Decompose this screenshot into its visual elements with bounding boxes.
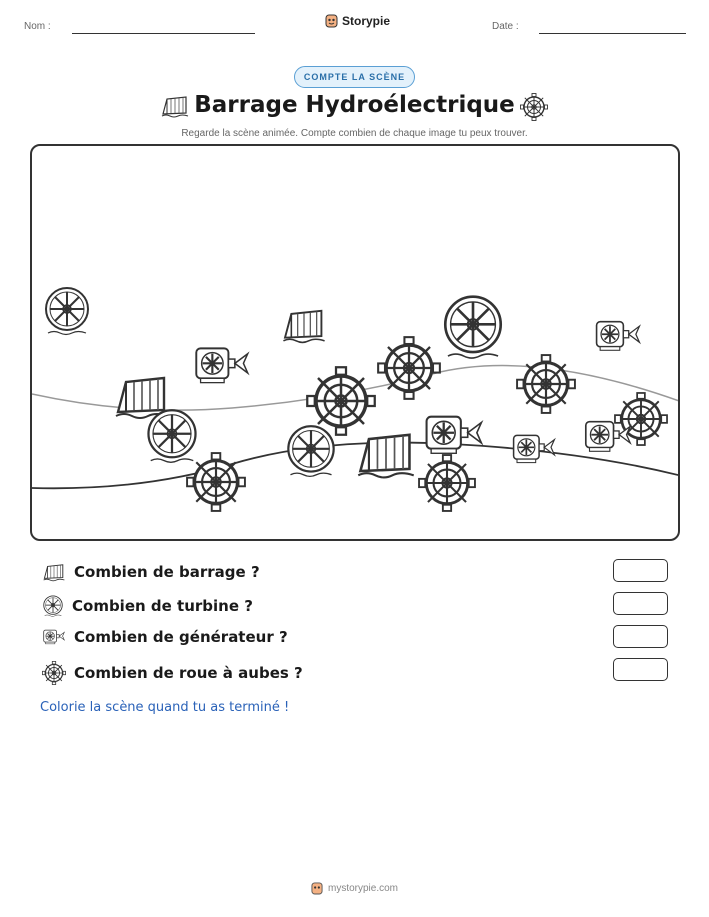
question-turbine	[42, 595, 253, 617]
generator-icon	[42, 628, 66, 646]
scene-generator[interactable]	[192, 344, 252, 392]
scene-paddle-wheel[interactable]	[186, 452, 246, 517]
paddle-wheel-icon	[520, 93, 548, 126]
answer-box-turbine[interactable]	[613, 592, 668, 615]
answer-box-paddle-wheel[interactable]	[613, 658, 668, 681]
turbine-icon	[42, 595, 64, 617]
mascot-icon	[311, 881, 323, 895]
question-dam	[42, 562, 260, 582]
answer-box-generator[interactable]	[613, 625, 668, 648]
mascot-icon	[325, 13, 338, 28]
scene-turbine[interactable]	[284, 424, 338, 483]
scene-turbine[interactable]	[440, 294, 506, 365]
footer-site[interactable]: mystorypie.com	[327, 882, 398, 894]
scene-frame	[30, 144, 680, 541]
answer-box-dam[interactable]	[613, 559, 668, 582]
scene-paddle-wheel[interactable]	[516, 354, 576, 419]
question-label: Combien de barrage ?	[74, 563, 260, 581]
brand-logo	[325, 13, 390, 28]
scene-turbine[interactable]	[42, 286, 92, 341]
question-label: Combien de turbine ?	[72, 597, 253, 615]
scene-paddle-wheel[interactable]	[377, 336, 441, 405]
page-title: Barrage Hydroélectrique	[194, 92, 515, 118]
coloring-note: Colorie la scène quand tu as terminé !	[40, 700, 290, 715]
question-paddle-wheel	[42, 661, 303, 685]
scene-generator[interactable]	[593, 318, 643, 359]
scene-generator[interactable]	[582, 418, 634, 460]
date-line[interactable]	[539, 33, 686, 34]
scene-paddle-wheel[interactable]	[418, 454, 476, 517]
footer	[0, 881, 709, 895]
name-label: Nom :	[24, 21, 51, 32]
scene-dam[interactable]	[354, 428, 418, 485]
paddle-wheel-icon	[42, 661, 66, 685]
question-label: Combien de générateur ?	[74, 628, 288, 646]
question-label: Combien de roue à aubes ?	[74, 664, 303, 682]
date-label: Date :	[492, 21, 519, 32]
activity-badge: COMPTE LA SCÈNE	[294, 66, 415, 88]
scene-dam[interactable]	[280, 306, 328, 349]
scene-generator[interactable]	[510, 432, 558, 471]
instructions: Regarde la scène animée. Compte combien de chaque image tu peux trouver.	[181, 128, 528, 139]
question-generator	[42, 628, 288, 646]
name-line[interactable]	[72, 33, 255, 34]
brand-name: Storypie	[342, 13, 391, 28]
dam-icon	[42, 562, 66, 582]
